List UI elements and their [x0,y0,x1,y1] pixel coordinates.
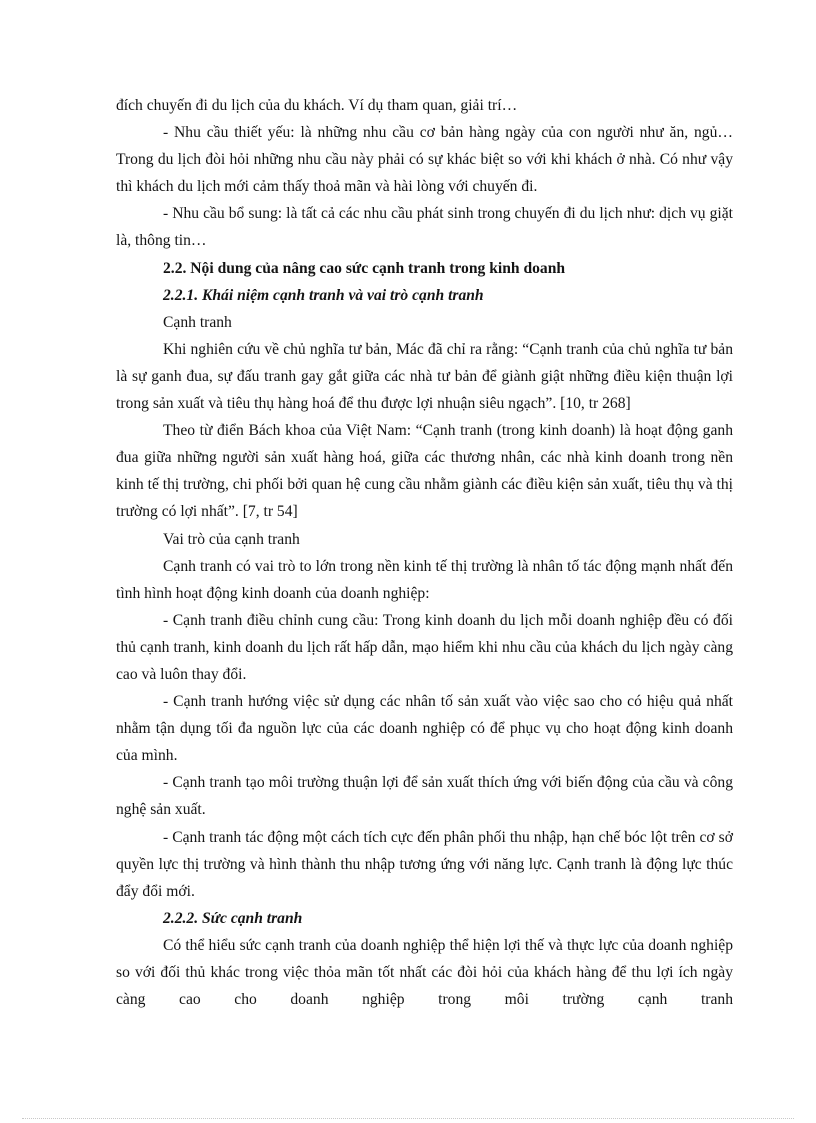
paragraph: - Nhu cầu bổ sung: là tất cả các nhu cầu phát sinh trong chuyến đi du lịch như: dịch vụ giặt là, thông tin… [116,205,733,250]
topic-label: Cạnh tranh [163,313,232,331]
paragraph: - Cạnh tranh điều chỉnh cung cầu: Trong kinh doanh du lịch mỗi doanh nghiệp đều có đối thủ cạnh tranh, kinh doanh du lịch rất hấp dẫn, mạo hiểm khi nhu cầu của khách du lịch ngày càng cao và luôn thay đổi. [116,611,733,683]
subsection-heading: 2.2.2. Sức cạnh tranh [163,909,303,927]
document-page [116,92,733,1013]
paragraph: - Nhu cầu thiết yếu: là những nhu cầu cơ bản hàng ngày của con người như ăn, ngủ… Trong du lịch đòi hỏi những nhu cầu này phải có sự khác biệt so với khi khách ở nhà. Có như vậy thì khách du lịch mới cảm thấy thoả mãn và hài lòng với chuyến đi. [116,124,733,196]
paragraph: - Cạnh tranh hướng việc sử dụng các nhân tố sản xuất vào việc sao cho có hiệu quả nhất nhằm tận dụng tối đa nguồn lực của các doanh nghiệp có để phục vụ cho hoạt động kinh doanh của mình. [116,693,733,765]
page-bottom-divider [22,1118,794,1119]
paragraph: đích chuyến đi du lịch của du khách. Ví dụ tham quan, giải trí… [116,97,518,114]
paragraph: - Cạnh tranh tạo môi trường thuận lợi để sản xuất thích ứng với biến động của cầu và công nghệ sản xuất. [116,774,733,819]
topic-label: Vai trò của cạnh tranh [163,530,300,548]
paragraph: Cạnh tranh có vai trò to lớn trong nền kinh tế thị trường là nhân tố tác động mạnh nhất đến tình hình hoạt động kinh doanh của doanh nghiệp: [116,557,733,602]
paragraph: Khi nghiên cứu về chủ nghĩa tư bản, Mác đã chỉ ra rằng: “Cạnh tranh của chủ nghĩa tư bản là sự ganh đua, sự đấu tranh gay gắt giữa các nhà tư bản để giành giật những điều kiện thuận lợi trong sản xuất và tiêu thụ hàng hoá để thu được lợi nhuận siêu ngạch”. [10, tr 268] [116,340,733,413]
paragraph: Có thể hiểu sức cạnh tranh của doanh nghiệp thể hiện lợi thế và thực lực của doanh nghiệp so với đối thủ khác trong việc thỏa mãn tốt nhất các đòi hỏi của khách hàng để thu lợi ích ngày càng cao cho doanh nghiệp trong môi trường cạnh tranh [116,936,733,1009]
subsection-heading: 2.2.1. Khái niệm cạnh tranh và vai trò cạnh tranh [163,286,484,304]
paragraph: - Cạnh tranh tác động một cách tích cực đến phân phối thu nhập, hạn chế bóc lột trên cơ sở quyền lực thị trường và hình thành thu nhập tương ứng với năng lực. Cạnh tranh là động lực thúc đẩy đổi mới. [116,828,733,900]
section-heading: 2.2. Nội dung của nâng cao sức cạnh tranh trong kinh doanh [163,259,566,277]
paragraph: Theo từ điển Bách khoa của Việt Nam: “Cạnh tranh (trong kinh doanh) là hoạt động ganh đua giữa những người sản xuất hàng hoá, giữa các thương nhân, các nhà kinh doanh trong nền kinh tế thị trường, chi phối bởi quan hệ cung cầu nhằm giành các điều kiện sản xuất, tiêu thụ và thị trường có lợi nhất”. [7, tr 54] [116,422,733,521]
